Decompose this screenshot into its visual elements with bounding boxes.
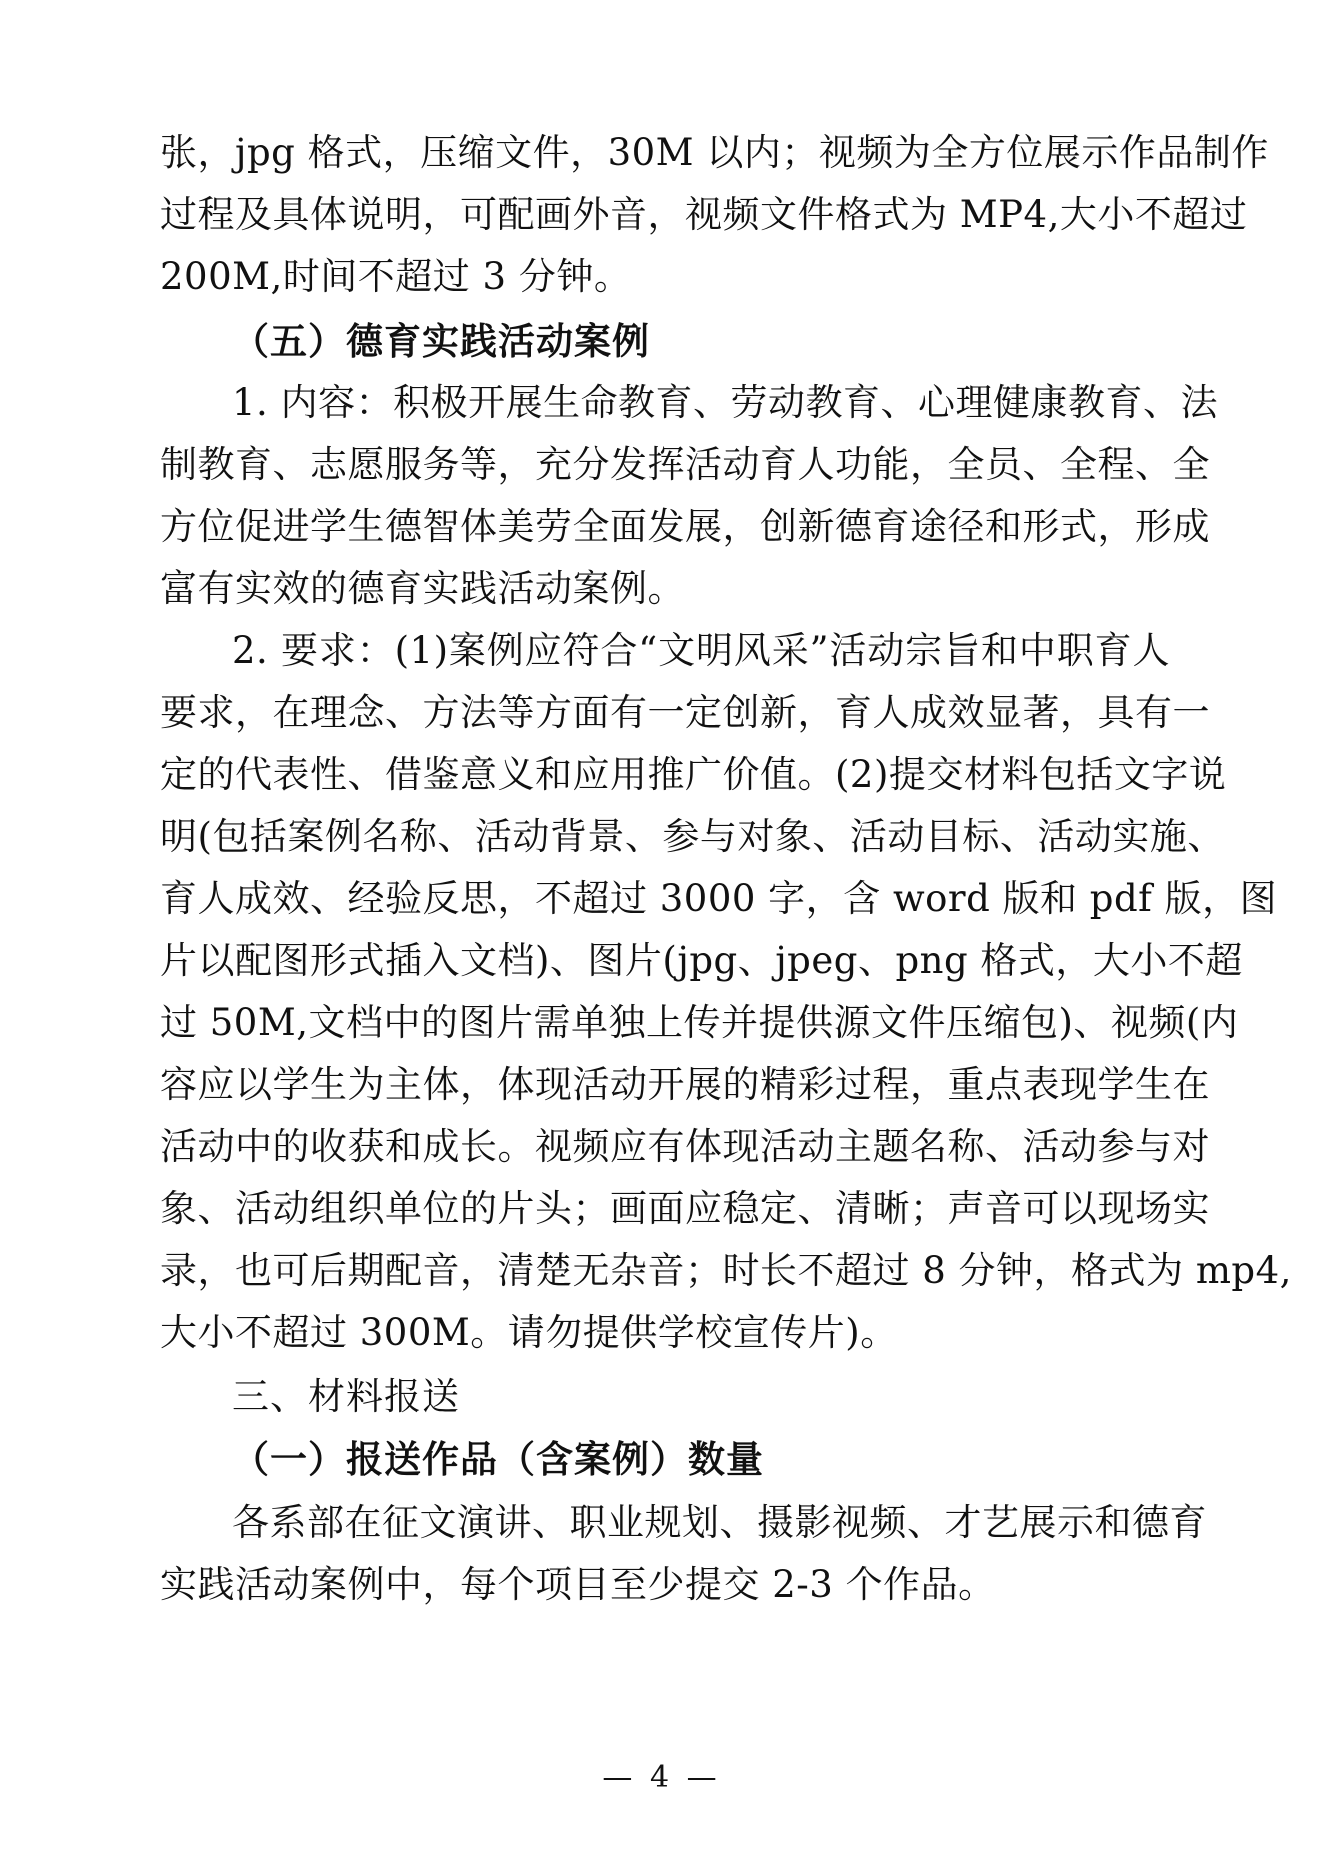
body-line: 活动中的收获和成长。视频应有体现活动主题名称、活动参与对 [160,1125,1210,1168]
body-line: 定的代表性、借鉴意义和应用推广价值。(2)提交材料包括文字说 [160,753,1227,796]
body-line: 方位促进学生德智体美劳全面发展，创新德育途径和形式，形成 [160,505,1210,548]
page-number: — 4 — [602,1760,721,1795]
body-line: 明(包括案例名称、活动背景、参与对象、活动目标、活动实施、 [160,815,1225,858]
body-line: 各系部在征文演讲、职业规划、摄影视频、才艺展示和德育 [232,1501,1207,1544]
body-line: 育人成效、经验反思，不超过 3000 字，含 word 版和 pdf 版，图 [160,877,1278,920]
body-line: 200M,时间不超过 3 分钟。 [160,255,632,298]
body-line: 过程及具体说明，可配画外音，视频文件格式为 MP4,大小不超过 [160,193,1248,236]
body-line: 大小不超过 300M。请勿提供学校宣传片)。 [160,1311,898,1354]
body-line: 片以配图形式插入文档)、图片(jpg、jpeg、png 格式，大小不超 [160,939,1243,982]
body-line: 富有实效的德育实践活动案例。 [160,567,685,610]
body-line: 1. 内容：积极开展生命教育、劳动教育、心理健康教育、法 [232,381,1219,424]
body-line: 过 50M,文档中的图片需单独上传并提供源文件压缩包)、视频(内 [160,1001,1239,1044]
body-line: 2. 要求：(1)案例应符合“文明风采”活动宗旨和中职育人 [232,629,1170,672]
body-line: 录，也可后期配音，清楚无杂音；时长不超过 8 分钟，格式为 mp4, [160,1249,1292,1292]
body-line: 要求，在理念、方法等方面有一定创新，育人成效显著，具有一 [160,691,1210,734]
body-line: 实践活动案例中，每个项目至少提交 2-3 个作品。 [160,1563,996,1606]
section-heading: （五）德育实践活动案例 [232,319,650,363]
body-line: 张，jpg 格式，压缩文件，30M 以内；视频为全方位展示作品制作 [160,131,1269,174]
body-line: 象、活动组织单位的片头；画面应稳定、清晰；声音可以现场实 [160,1187,1210,1230]
body-line: 容应以学生为主体，体现活动开展的精彩过程，重点表现学生在 [160,1063,1210,1106]
subsection-heading: （一）报送作品（含案例）数量 [232,1437,764,1481]
section-title: 三、材料报送 [232,1375,460,1418]
body-line: 制教育、志愿服务等，充分发挥活动育人功能，全员、全程、全 [160,443,1210,486]
